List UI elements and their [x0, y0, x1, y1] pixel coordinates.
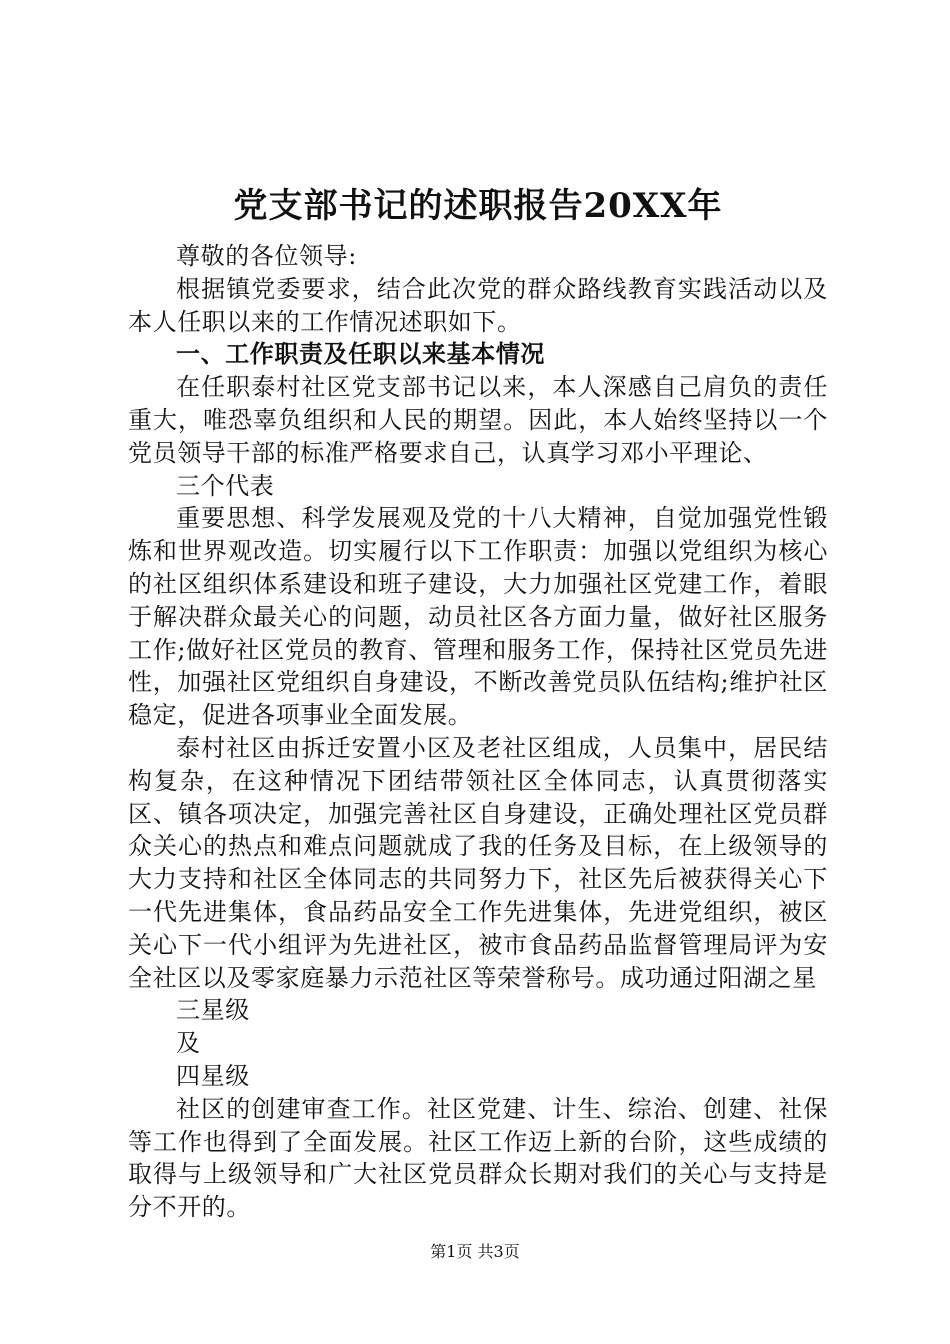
body-paragraph: 在任职泰村社区党支部书记以来，本人深感自己肩负的责任重大，唯恐辜负组织和人民的期望。因此，本人始终坚持以一个党员领导干部的标准严格要求自己，认真学习邓小平理论、	[128, 373, 828, 467]
salutation: 尊敬的各位领导:	[176, 242, 357, 270]
body-paragraph: 重要思想、科学发展观及党的十八大精神，自觉加强党性锻炼和世界观改造。切实履行以下工作职责：加强以党组织为核心的社区组织体系建设和班子建设，大力加强社区党建工作，着眼于解决群众最关心的问题，动员社区各方面力量，做好社区服务工作;做好社区党员的教育、管理和服务工作，保持社区党员先进性，加强社区党组织自身建设，不断改善党员队伍结构;维护社区稳定，促进各项事业全面发展。	[128, 504, 828, 730]
body-paragraph: 社区的创建审查工作。社区党建、计生、综治、创建、社保等工作也得到了全面发展。社区工作迈上新的台阶，这些成绩的取得与上级领导和广大社区党员群众长期对我们的关心与支持是分不开的。	[128, 1094, 828, 1222]
body-paragraph: 及	[176, 1029, 201, 1058]
page-footer: 第1页 共3页	[430, 1242, 520, 1261]
body-paragraph: 泰村社区由拆迁安置小区及老社区组成，人员集中，居民结构复杂，在这种情况下团结带领社区全体同志，认真贯彻落实区、镇各项决定，加强完善社区自身建设，正确处理社区党员群众关心的热点和难点问题就成了我的任务及目标，在上级领导的大力支持和社区全体同志的共同努力下，社区先后被获得关心下一代先进集体，食品药品安全工作先进集体，先进党组织，被区关心下一代小组评为先进社区，被市食品药品监督管理局评为安全社区以及零家庭暴力示范社区等荣誉称号。成功通过阳湖之星	[128, 733, 828, 992]
document-title: 党支部书记的述职报告20XX年	[233, 186, 723, 226]
intro-paragraph: 根据镇党委要求，结合此次党的群众路线教育实践活动以及本人任职以来的工作情况述职如下。	[128, 274, 828, 336]
body-paragraph: 三星级	[176, 996, 250, 1025]
document-body	[128, 178, 828, 1224]
body-paragraph: 三个代表	[176, 471, 275, 500]
section-heading: 一、工作职责及任职以来基本情况	[176, 339, 545, 369]
body-paragraph: 四星级	[176, 1061, 250, 1090]
